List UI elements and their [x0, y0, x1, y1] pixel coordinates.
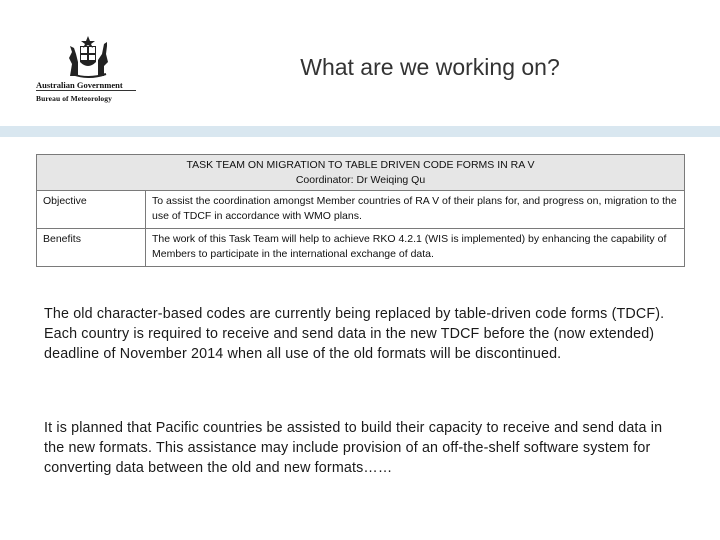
task-team-table [36, 154, 685, 267]
body-paragraph-2: It is planned that Pacific countries be assisted to build their capacity to receive and send data in the new formats. This assistance may include provision of an off-the-shelf software system for converting data between the old and new formats…… [44, 420, 663, 476]
row-label: Benefits [37, 229, 146, 267]
org-name: Australian Government [36, 80, 123, 90]
page-title: What are we working on? [300, 54, 560, 80]
header-band [0, 126, 720, 137]
table-row [37, 191, 685, 229]
table-header-row [37, 155, 685, 191]
table-heading-cell [37, 155, 685, 191]
body-paragraph-1: The old character-based codes are currently being replaced by table-driven code forms (TDCF). Each country is required to receive and send data in the new TDCF before the (now extended) deadline of November 2014 when all use of the old formats will be discontinued. [44, 306, 665, 362]
row-text: The work of this Task Team will help to achieve RKO 4.2.1 (WIS is implemented) by enhancing the capability of Members to participate in the international exchange of data. [146, 229, 685, 267]
logo-divider [36, 90, 136, 91]
task-team-coordinator: Coordinator: Dr Weiqing Qu [295, 174, 426, 186]
dept-name: Bureau of Meteorology [36, 94, 112, 103]
task-team-heading: TASK TEAM ON MIGRATION TO TABLE DRIVEN CODE FORMS IN RA V [186, 159, 535, 171]
row-label: Objective [37, 191, 146, 229]
row-text: To assist the coordination amongst Member countries of RA V of their plans for, and progress on, migration to the use of TDCF in accordance with WMO plans. [146, 191, 685, 229]
coat-of-arms-icon [66, 36, 110, 78]
government-logo [36, 36, 142, 110]
table-row [37, 229, 685, 267]
